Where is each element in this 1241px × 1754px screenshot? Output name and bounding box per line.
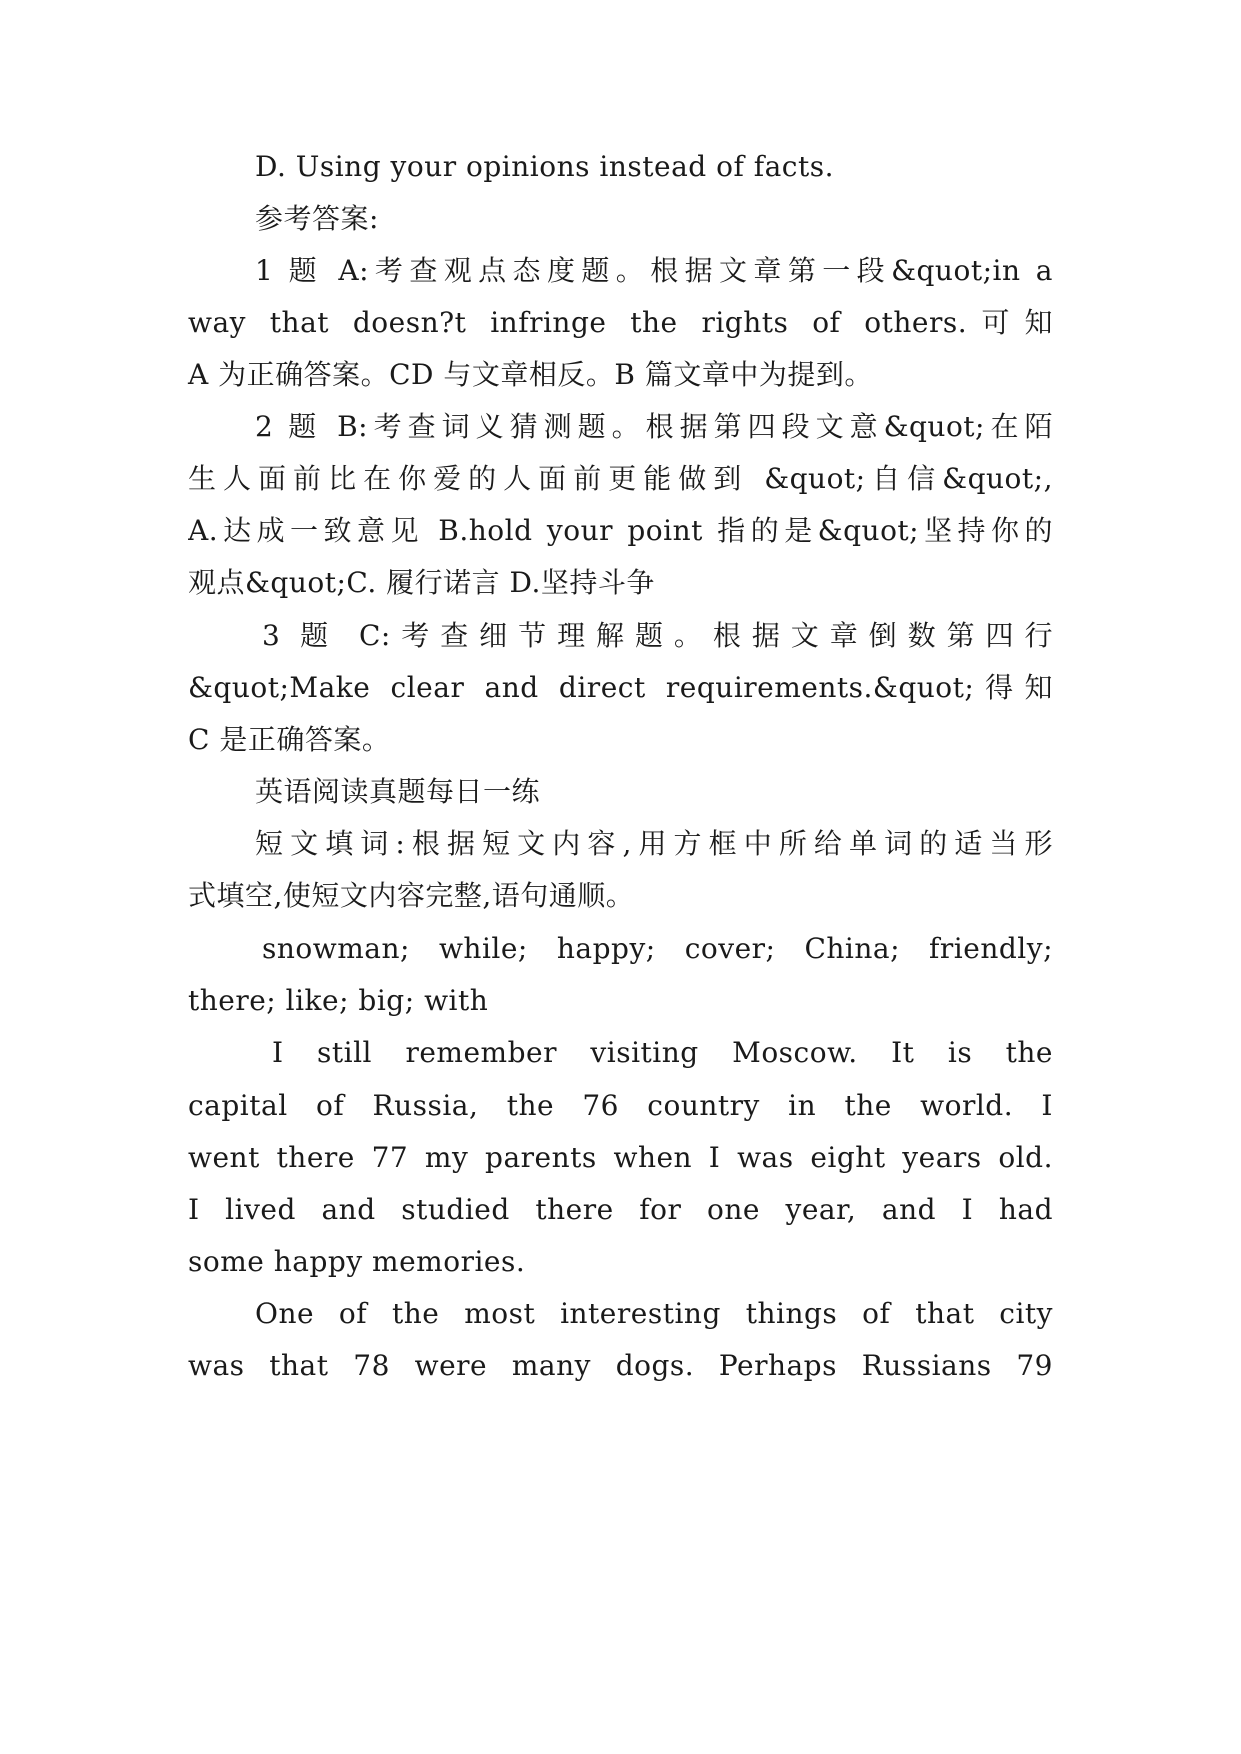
answer-heading: 参考答案: xyxy=(255,202,379,235)
answer-1-line-2: way that doesn?t infringe the rights of others.可知 xyxy=(188,306,1053,339)
passage-p1-line-4: I lived and studied there for one year, and I had xyxy=(188,1193,1053,1226)
answer-3-line-1: 3 题 C:考查细节理解题。根据文章倒数第四行 xyxy=(262,619,1053,652)
answer-1-line-3: A 为正确答案。CD 与文章相反。B 篇文章中为提到。 xyxy=(188,358,873,391)
passage-p2-line-2: was that 78 were many dogs. Perhaps Russians 79 xyxy=(188,1349,1053,1382)
option-d-line: D. Using your opinions instead of facts. xyxy=(255,150,834,183)
instructions-line-1: 短文填词:根据短文内容,用方框中所给单词的适当形 xyxy=(255,827,1053,860)
answer-2-line-2: 生人面前比在你爱的人面前更能做到 &quot;自信&quot;, xyxy=(188,462,1053,495)
section-heading: 英语阅读真题每日一练 xyxy=(255,775,541,808)
answer-2-line-1: 2 题 B:考查词义猜测题。根据第四段文意&quot;在陌 xyxy=(255,410,1053,443)
word-box-line-2: there; like; big; with xyxy=(188,984,489,1017)
passage-p2-line-1: One of the most interesting things of that city xyxy=(255,1297,1053,1330)
answer-1-line-1: 1 题 A:考查观点态度题。根据文章第一段&quot;in a xyxy=(255,254,1053,287)
word-box-line-1: snowman; while; happy; cover; China; friendly; xyxy=(262,932,1053,965)
passage-p1-line-1: I still remember visiting Moscow. It is the xyxy=(272,1036,1053,1069)
answer-3-line-2: &quot;Make clear and direct requirements.&quot;得知 xyxy=(188,671,1053,704)
passage-p1-line-3: went there 77 my parents when I was eight years old. xyxy=(188,1141,1053,1174)
answer-2-line-3: A.达成一致意见 B.hold your point 指的是&quot;坚持你的 xyxy=(188,514,1053,547)
passage-p1-line-5: some happy memories. xyxy=(188,1245,526,1278)
answer-2-line-4: 观点&quot;C. 履行诺言 D.坚持斗争 xyxy=(188,566,655,599)
passage-p1-line-2: capital of Russia, the 76 country in the world. I xyxy=(188,1089,1053,1122)
instructions-line-2: 式填空,使短文内容完整,语句通顺。 xyxy=(188,879,635,912)
answer-3-line-3: C 是正确答案。 xyxy=(188,723,391,756)
